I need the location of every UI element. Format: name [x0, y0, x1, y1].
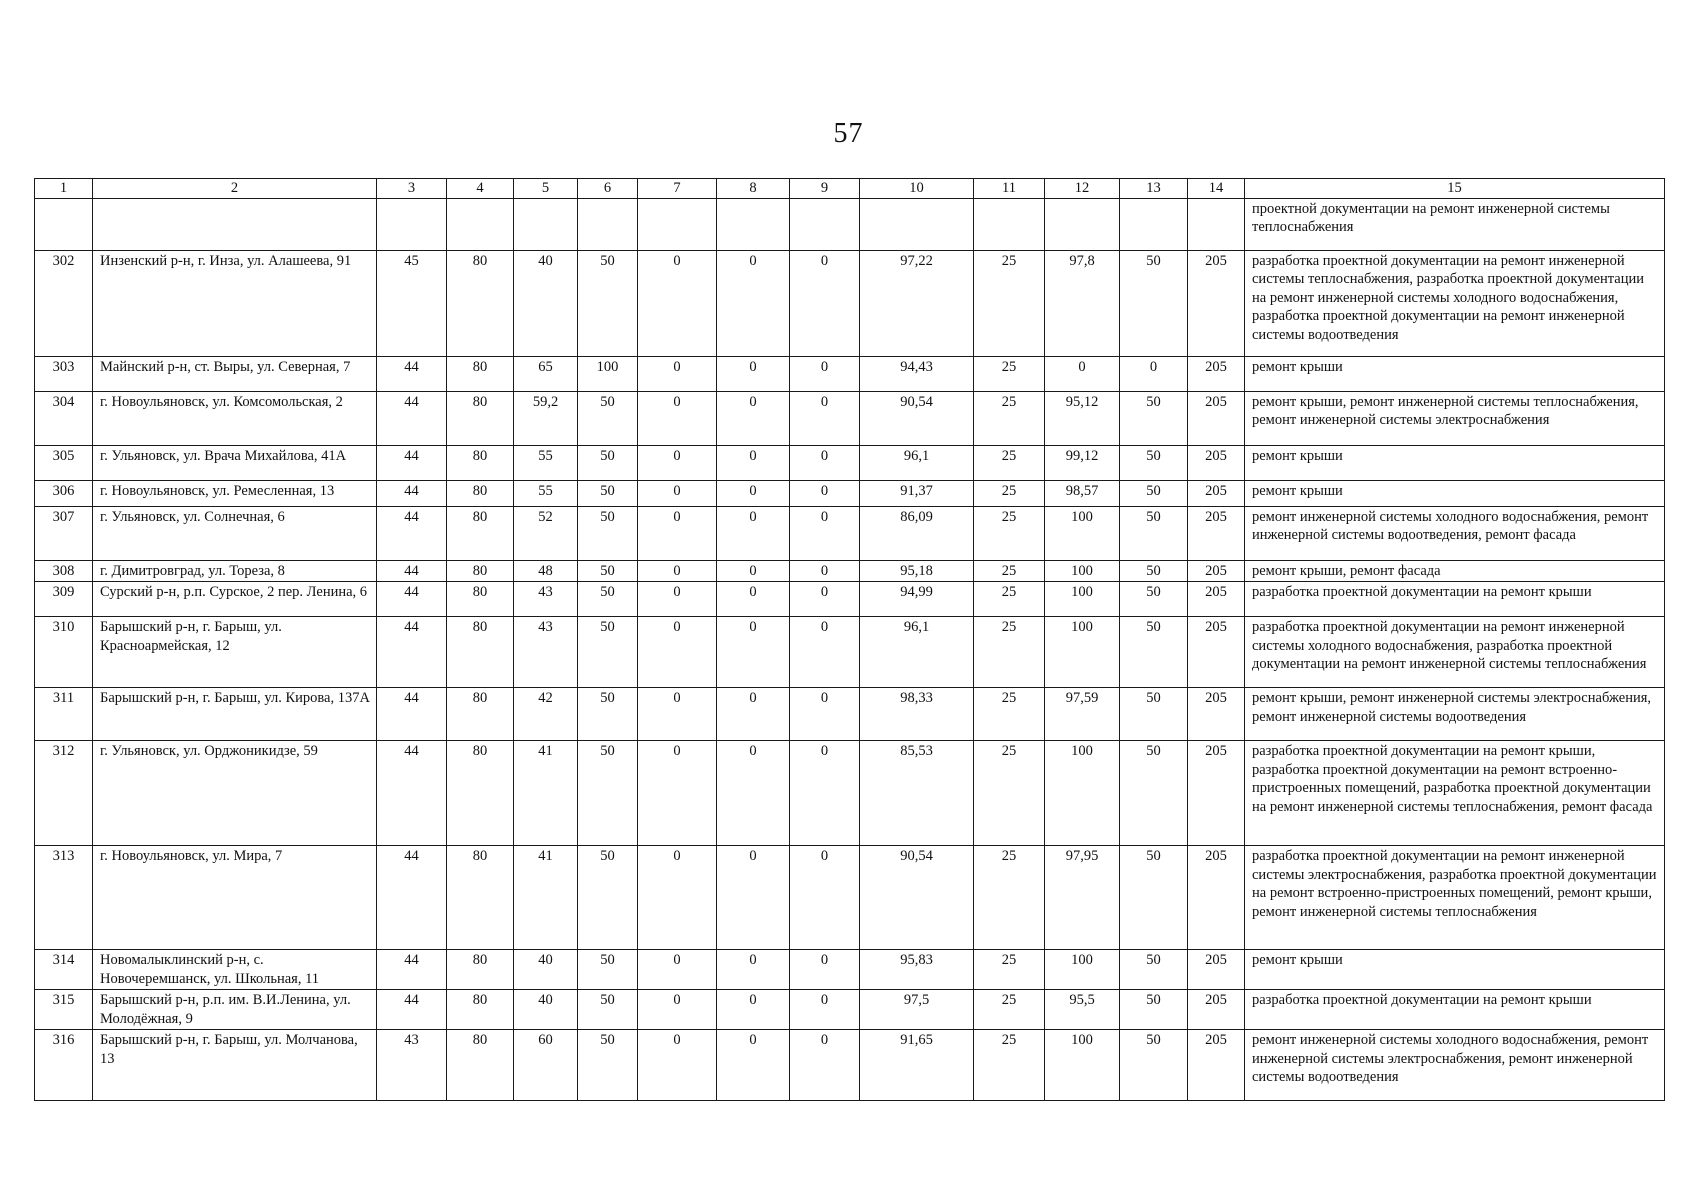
cell-col-9: 0 — [790, 506, 860, 560]
cell-col-13: 50 — [1120, 506, 1188, 560]
cell-works: разработка проектной документации на ремонт крыши — [1245, 990, 1665, 1030]
cell-col-12: 99,12 — [1045, 445, 1120, 480]
column-number-13: 13 — [1120, 179, 1188, 199]
cell-col-12: 100 — [1045, 950, 1120, 990]
cell-col-3: 44 — [377, 391, 447, 445]
cell-col-14: 205 — [1188, 391, 1245, 445]
cell-no: 304 — [35, 391, 93, 445]
column-number-12: 12 — [1045, 179, 1120, 199]
column-number-row — [35, 179, 1665, 199]
cell-no: 316 — [35, 1030, 93, 1101]
column-number-7: 7 — [638, 179, 717, 199]
cell-col-5: 41 — [514, 846, 578, 950]
cell-address: г. Ульяновск, ул. Орджоникидзе, 59 — [93, 741, 377, 846]
cell-col-3: 45 — [377, 250, 447, 356]
cell-col-11: 25 — [974, 356, 1045, 391]
cell-col-3: 44 — [377, 480, 447, 506]
cell-col-13: 50 — [1120, 741, 1188, 846]
cell-works: проектной документации на ремонт инженерной системы теплоснабжения — [1245, 198, 1665, 250]
column-number-2: 2 — [93, 179, 377, 199]
cell-works: ремонт крыши — [1245, 445, 1665, 480]
cell-col-5: 42 — [514, 688, 578, 741]
cell-col-8: 0 — [717, 250, 790, 356]
table-row — [35, 950, 1665, 990]
cell-col-13: 50 — [1120, 445, 1188, 480]
cell-col-9: 0 — [790, 990, 860, 1030]
cell-col-10: 97,22 — [860, 250, 974, 356]
cell-col-6: 50 — [578, 846, 638, 950]
cell-col-4: 80 — [447, 250, 514, 356]
cell-col-13: 50 — [1120, 582, 1188, 617]
table-row — [35, 560, 1665, 582]
cell-col-6: 50 — [578, 391, 638, 445]
cell-col-13: 50 — [1120, 480, 1188, 506]
cell-no: 305 — [35, 445, 93, 480]
cell-address: Новомалыклинский р-н, с. Новочеремшанск, ул. Школьная, 11 — [93, 950, 377, 990]
table-row — [35, 741, 1665, 846]
cell-col-11: 25 — [974, 950, 1045, 990]
cell-col-13: 50 — [1120, 990, 1188, 1030]
cell-col-14: 205 — [1188, 445, 1245, 480]
cell-col-12: 97,59 — [1045, 688, 1120, 741]
cell-col-14: 205 — [1188, 950, 1245, 990]
cell-col-8: 0 — [717, 391, 790, 445]
cell-col-5: 43 — [514, 617, 578, 688]
cell-col-5: 65 — [514, 356, 578, 391]
cell-address: г. Новоульяновск, ул. Комсомольская, 2 — [93, 391, 377, 445]
cell-col-11: 25 — [974, 506, 1045, 560]
cell-col-8: 0 — [717, 1030, 790, 1101]
column-number-10: 10 — [860, 179, 974, 199]
cell-col-13: 50 — [1120, 560, 1188, 582]
cell-works: ремонт крыши — [1245, 950, 1665, 990]
cell-col-12: 97,95 — [1045, 846, 1120, 950]
cell-col-12: 100 — [1045, 582, 1120, 617]
cell-col-7: 0 — [638, 950, 717, 990]
cell-col-8: 0 — [717, 560, 790, 582]
cell-col-13: 50 — [1120, 617, 1188, 688]
cell-col-9: 0 — [790, 741, 860, 846]
cell-address: г. Димитровград, ул. Тореза, 8 — [93, 560, 377, 582]
cell-col-3: 44 — [377, 617, 447, 688]
cell-col-3: 43 — [377, 1030, 447, 1101]
cell-col-13: 50 — [1120, 846, 1188, 950]
cell-col-12: 0 — [1045, 356, 1120, 391]
table-row — [35, 250, 1665, 356]
cell-col-9: 0 — [790, 1030, 860, 1101]
table-row — [35, 391, 1665, 445]
cell-col-3: 44 — [377, 688, 447, 741]
cell-col-4: 80 — [447, 391, 514, 445]
cell-col-5: 60 — [514, 1030, 578, 1101]
cell-col-7: 0 — [638, 1030, 717, 1101]
cell-col-12: 95,5 — [1045, 990, 1120, 1030]
cell-col-9: 0 — [790, 950, 860, 990]
cell-no: 307 — [35, 506, 93, 560]
cell-col-14: 205 — [1188, 617, 1245, 688]
cell-col-4: 80 — [447, 950, 514, 990]
cell-col-10: 95,83 — [860, 950, 974, 990]
cell-col-11: 25 — [974, 582, 1045, 617]
table-row — [35, 617, 1665, 688]
cell-no — [35, 198, 93, 250]
cell-col-10: 90,54 — [860, 846, 974, 950]
cell-col-5: 40 — [514, 950, 578, 990]
cell-col-7: 0 — [638, 846, 717, 950]
cell-col-7: 0 — [638, 617, 717, 688]
cell-col-14: 205 — [1188, 480, 1245, 506]
cell-no: 314 — [35, 950, 93, 990]
cell-col-4: 80 — [447, 688, 514, 741]
cell-col-6: 50 — [578, 250, 638, 356]
cell-col-6: 50 — [578, 506, 638, 560]
cell-works: ремонт крыши — [1245, 356, 1665, 391]
cell-col-5: 55 — [514, 445, 578, 480]
cell-address: г. Ульяновск, ул. Врача Михайлова, 41А — [93, 445, 377, 480]
cell-col-4: 80 — [447, 445, 514, 480]
cell-works: ремонт крыши, ремонт фасада — [1245, 560, 1665, 582]
buildings-table — [34, 178, 1665, 1101]
cell-col-13: 50 — [1120, 950, 1188, 990]
cell-col-9: 0 — [790, 480, 860, 506]
cell-col-4: 80 — [447, 617, 514, 688]
cell-no: 302 — [35, 250, 93, 356]
cell-col-8: 0 — [717, 950, 790, 990]
cell-col-4: 80 — [447, 506, 514, 560]
cell-works: разработка проектной документации на ремонт инженерной системы теплоснабжения, разработка проектной документации на ремонт инженерной системы холодного водоснабжения, разработка проектной документации на ремонт инженерной системы водоотведения — [1245, 250, 1665, 356]
cell-col-8: 0 — [717, 688, 790, 741]
cell-col-6: 50 — [578, 990, 638, 1030]
cell-col-6: 50 — [578, 582, 638, 617]
cell-col-6: 100 — [578, 356, 638, 391]
column-number-14: 14 — [1188, 179, 1245, 199]
cell-works: разработка проектной документации на ремонт крыши, разработка проектной документации на ремонт встроенно-пристроенных помещений, разработка проектной документации на ремонт инженерной системы теплоснабжения, ремонт фасада — [1245, 741, 1665, 846]
cell-col-14: 205 — [1188, 356, 1245, 391]
column-number-15: 15 — [1245, 179, 1665, 199]
cell-col-4: 80 — [447, 990, 514, 1030]
cell-address: Барышский р-н, г. Барыш, ул. Кирова, 137А — [93, 688, 377, 741]
cell-col-10: 85,53 — [860, 741, 974, 846]
cell-col-6: 50 — [578, 560, 638, 582]
cell-col-10: 91,37 — [860, 480, 974, 506]
cell-no: 306 — [35, 480, 93, 506]
cell-col-13: 50 — [1120, 250, 1188, 356]
table-row — [35, 688, 1665, 741]
cell-col-9: 0 — [790, 688, 860, 741]
cell-col-10: 91,65 — [860, 1030, 974, 1101]
column-number-4: 4 — [447, 179, 514, 199]
cell-col-5: 40 — [514, 250, 578, 356]
cell-col-6: 50 — [578, 688, 638, 741]
cell-col-7: 0 — [638, 391, 717, 445]
cell-col-5: 41 — [514, 741, 578, 846]
cell-works: разработка проектной документации на ремонт инженерной системы холодного водоснабжения, разработка проектной документации на ремонт инженерной системы теплоснабжения — [1245, 617, 1665, 688]
cell-col-7: 0 — [638, 480, 717, 506]
cell-works: ремонт крыши, ремонт инженерной системы теплоснабжения, ремонт инженерной системы электроснабжения — [1245, 391, 1665, 445]
cell-col-4: 80 — [447, 356, 514, 391]
cell-col-7: 0 — [638, 356, 717, 391]
cell-works: разработка проектной документации на ремонт инженерной системы электроснабжения, разработка проектной документации на ремонт встроенно-пристроенных помещений, ремонт крыши, ремонт инженерной системы теплоснабжения — [1245, 846, 1665, 950]
continuation-row — [35, 198, 1665, 250]
column-number-5: 5 — [514, 179, 578, 199]
cell-col-3: 44 — [377, 582, 447, 617]
cell-col-7: 0 — [638, 506, 717, 560]
cell-col-11: 25 — [974, 846, 1045, 950]
table-row — [35, 506, 1665, 560]
cell-col-4: 80 — [447, 1030, 514, 1101]
cell-works: ремонт инженерной системы холодного водоснабжения, ремонт инженерной системы водоотведения, ремонт фасада — [1245, 506, 1665, 560]
cell-col-3: 44 — [377, 560, 447, 582]
cell-col-11: 25 — [974, 617, 1045, 688]
cell-col-9: 0 — [790, 250, 860, 356]
cell-col-11: 25 — [974, 480, 1045, 506]
cell-address: г. Ульяновск, ул. Солнечная, 6 — [93, 506, 377, 560]
cell-col-8: 0 — [717, 582, 790, 617]
cell-col-5: 59,2 — [514, 391, 578, 445]
cell-col-13: 50 — [1120, 391, 1188, 445]
cell-col-8: 0 — [717, 480, 790, 506]
cell-no: 311 — [35, 688, 93, 741]
column-number-9: 9 — [790, 179, 860, 199]
cell-address: Барышский р-н, г. Барыш, ул. Молчанова, 13 — [93, 1030, 377, 1101]
cell-col-9: 0 — [790, 846, 860, 950]
table-row — [35, 1030, 1665, 1101]
cell-col-3: 44 — [377, 445, 447, 480]
cell-col-9: 0 — [790, 617, 860, 688]
cell-col-12: 97,8 — [1045, 250, 1120, 356]
cell-col-5: 52 — [514, 506, 578, 560]
cell-col-11: 25 — [974, 688, 1045, 741]
cell-col-10: 98,33 — [860, 688, 974, 741]
table-row — [35, 846, 1665, 950]
column-number-6: 6 — [578, 179, 638, 199]
cell-col-11: 25 — [974, 250, 1045, 356]
cell-works: ремонт инженерной системы холодного водоснабжения, ремонт инженерной системы электроснабжения, ремонт инженерной системы водоотведения — [1245, 1030, 1665, 1101]
cell-col-4: 80 — [447, 741, 514, 846]
cell-col-10: 94,43 — [860, 356, 974, 391]
cell-col-13: 50 — [1120, 1030, 1188, 1101]
cell-col-8: 0 — [717, 846, 790, 950]
table-row — [35, 445, 1665, 480]
cell-address: Инзенский р-н, г. Инза, ул. Алашеева, 91 — [93, 250, 377, 356]
cell-col-9: 0 — [790, 356, 860, 391]
cell-col-6: 50 — [578, 617, 638, 688]
cell-col-5: 43 — [514, 582, 578, 617]
cell-works: ремонт крыши, ремонт инженерной системы электроснабжения, ремонт инженерной системы водоотведения — [1245, 688, 1665, 741]
cell-col-4: 80 — [447, 480, 514, 506]
cell-col-14: 205 — [1188, 250, 1245, 356]
cell-col-14: 205 — [1188, 688, 1245, 741]
cell-col-14: 205 — [1188, 1030, 1245, 1101]
cell-col-5: 55 — [514, 480, 578, 506]
cell-col-8: 0 — [717, 506, 790, 560]
cell-col-6: 50 — [578, 950, 638, 990]
cell-col-6: 50 — [578, 741, 638, 846]
cell-col-9: 0 — [790, 445, 860, 480]
table-row — [35, 480, 1665, 506]
cell-col-11: 25 — [974, 445, 1045, 480]
table-row — [35, 990, 1665, 1030]
table-body — [35, 179, 1665, 1101]
cell-col-4: 80 — [447, 560, 514, 582]
cell-col-3: 44 — [377, 741, 447, 846]
cell-col-7: 0 — [638, 445, 717, 480]
cell-col-6: 50 — [578, 1030, 638, 1101]
cell-col-10: 96,1 — [860, 445, 974, 480]
cell-col-11: 25 — [974, 560, 1045, 582]
cell-col-9: 0 — [790, 560, 860, 582]
cell-col-14: 205 — [1188, 560, 1245, 582]
cell-col-6: 50 — [578, 480, 638, 506]
cell-col-7: 0 — [638, 582, 717, 617]
cell-works: разработка проектной документации на ремонт крыши — [1245, 582, 1665, 617]
cell-col-10: 90,54 — [860, 391, 974, 445]
cell-col-14: 205 — [1188, 990, 1245, 1030]
cell-col-4: 80 — [447, 846, 514, 950]
cell-no: 308 — [35, 560, 93, 582]
cell-col-11: 25 — [974, 990, 1045, 1030]
cell-col-14: 205 — [1188, 582, 1245, 617]
cell-col-10: 86,09 — [860, 506, 974, 560]
cell-col-12: 100 — [1045, 617, 1120, 688]
cell-col-11: 25 — [974, 391, 1045, 445]
cell-col-8: 0 — [717, 741, 790, 846]
cell-col-12: 100 — [1045, 560, 1120, 582]
cell-no: 310 — [35, 617, 93, 688]
table-row — [35, 582, 1665, 617]
cell-col-7: 0 — [638, 990, 717, 1030]
cell-col-10: 94,99 — [860, 582, 974, 617]
cell-address: Барышский р-н, р.п. им. В.И.Ленина, ул. Молодёжная, 9 — [93, 990, 377, 1030]
cell-address — [93, 198, 377, 250]
cell-col-14: 205 — [1188, 846, 1245, 950]
cell-col-3: 44 — [377, 990, 447, 1030]
column-number-1: 1 — [35, 179, 93, 199]
cell-col-5: 40 — [514, 990, 578, 1030]
cell-address: Сурский р-н, р.п. Сурское, 2 пер. Ленина, 6 — [93, 582, 377, 617]
cell-col-6: 50 — [578, 445, 638, 480]
cell-col-12: 100 — [1045, 741, 1120, 846]
cell-col-14: 205 — [1188, 506, 1245, 560]
cell-no: 315 — [35, 990, 93, 1030]
cell-col-7: 0 — [638, 688, 717, 741]
cell-address: Барышский р-н, г. Барыш, ул. Красноармейская, 12 — [93, 617, 377, 688]
cell-col-9: 0 — [790, 582, 860, 617]
column-number-3: 3 — [377, 179, 447, 199]
cell-col-12: 98,57 — [1045, 480, 1120, 506]
cell-col-8: 0 — [717, 990, 790, 1030]
cell-address: г. Новоульяновск, ул. Мира, 7 — [93, 846, 377, 950]
cell-col-8: 0 — [717, 356, 790, 391]
cell-col-3: 44 — [377, 506, 447, 560]
cell-col-11: 25 — [974, 741, 1045, 846]
cell-col-3: 44 — [377, 950, 447, 990]
cell-no: 303 — [35, 356, 93, 391]
column-number-8: 8 — [717, 179, 790, 199]
cell-no: 313 — [35, 846, 93, 950]
cell-col-12: 100 — [1045, 506, 1120, 560]
cell-col-7: 0 — [638, 560, 717, 582]
cell-address: г. Новоульяновск, ул. Ремесленная, 13 — [93, 480, 377, 506]
cell-col-11: 25 — [974, 1030, 1045, 1101]
page-number: 57 — [833, 118, 864, 149]
cell-no: 309 — [35, 582, 93, 617]
cell-col-12: 95,12 — [1045, 391, 1120, 445]
column-number-11: 11 — [974, 179, 1045, 199]
cell-col-7: 0 — [638, 741, 717, 846]
cell-col-14: 205 — [1188, 741, 1245, 846]
cell-col-3: 44 — [377, 356, 447, 391]
cell-col-8: 0 — [717, 445, 790, 480]
cell-col-9: 0 — [790, 391, 860, 445]
cell-col-3: 44 — [377, 846, 447, 950]
cell-col-5: 48 — [514, 560, 578, 582]
cell-col-10: 97,5 — [860, 990, 974, 1030]
cell-address: Майнский р-н, ст. Выры, ул. Северная, 7 — [93, 356, 377, 391]
table-row — [35, 356, 1665, 391]
cell-col-12: 100 — [1045, 1030, 1120, 1101]
cell-col-4: 80 — [447, 582, 514, 617]
cell-col-10: 95,18 — [860, 560, 974, 582]
cell-col-8: 0 — [717, 617, 790, 688]
cell-col-7: 0 — [638, 250, 717, 356]
cell-no: 312 — [35, 741, 93, 846]
cell-works: ремонт крыши — [1245, 480, 1665, 506]
cell-col-10: 96,1 — [860, 617, 974, 688]
cell-col-13: 50 — [1120, 688, 1188, 741]
cell-col-13: 0 — [1120, 356, 1188, 391]
